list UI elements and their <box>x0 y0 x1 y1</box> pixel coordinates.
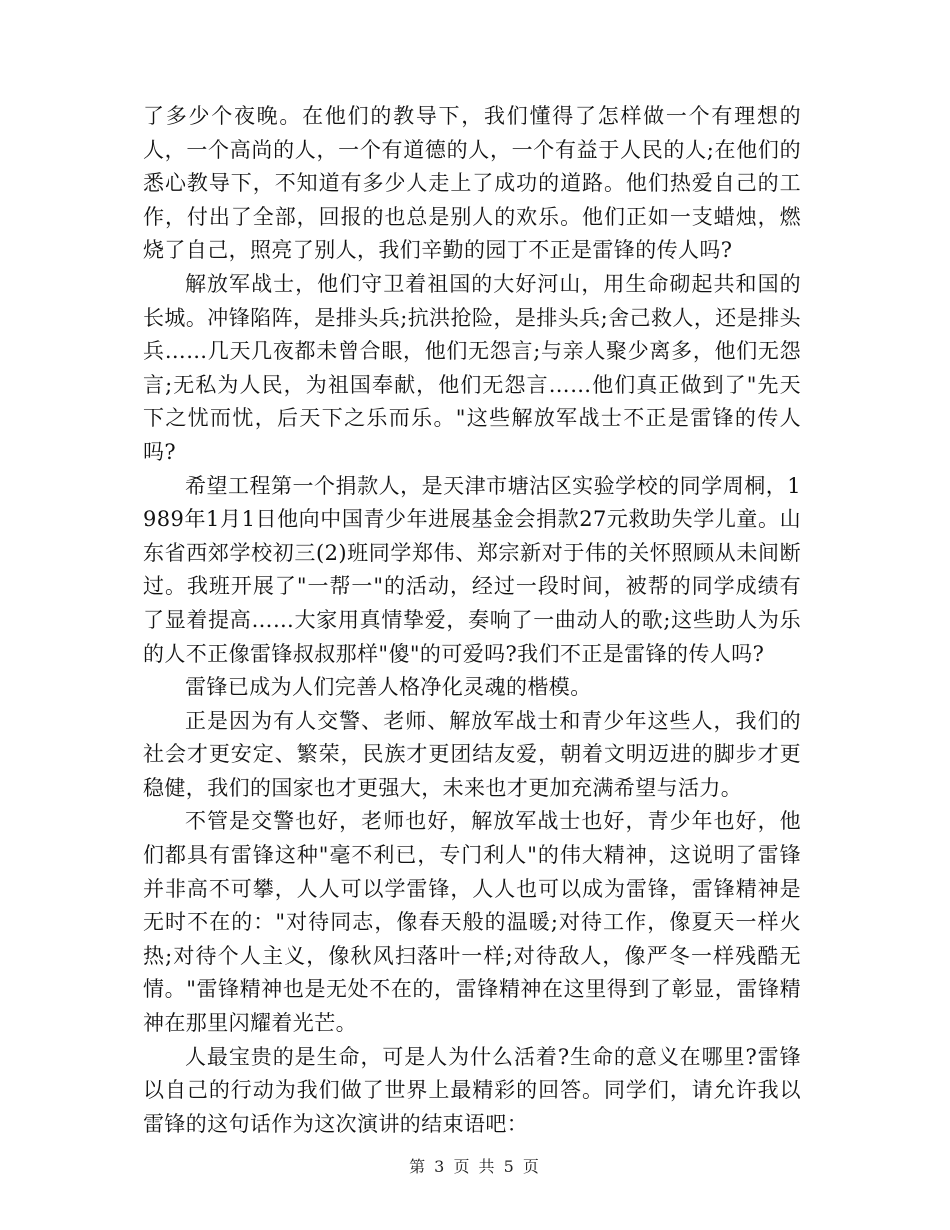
document-body <box>143 100 801 1141</box>
paragraph: 希望工程第一个捐款人，是天津市塘沽区实验学校的同学周桐，1989年1月1日他向中国青少年进展基金会捐款27元救助失学儿童。山东省西郊学校初三(2)班同学郑伟、郑宗新对于伟的关怀照顾从未间断过。我班开展了"一帮一"的活动，经过一段时间，被帮的同学成绩有了显着提高……大家用真情挚爱，奏响了一曲动人的歌;这些助人为乐的人不正像雷锋叔叔那样"傻"的可爱吗?我们不正是雷锋的传人吗? <box>143 473 801 666</box>
paragraph: 人最宝贵的是生命，可是人为什么活着?生命的意义在哪里?雷锋以自己的行动为我们做了世界上最精彩的回答。同学们，请允许我以雷锋的这句话作为这次演讲的结束语吧： <box>143 1044 801 1136</box>
paragraph: 不管是交警也好，老师也好，解放军战士也好，青少年也好，他们都具有雷锋这种"毫不利已，专门利人"的伟大精神，这说明了雷锋并非高不可攀，人人可以学雷锋，人人也可以成为雷锋，雷锋精神是无时不在的："对待同志，像春天般的温暖;对待工作，像夏天一样火热;对待个人主义，像秋风扫落叶一样;对待敌人，像严冬一样残酷无情。"雷锋精神也是无处不在的，雷锋精神在这里得到了彰显，雷锋精神在那里闪耀着光芒。 <box>143 809 801 1036</box>
paragraph: 雷锋已成为人们完善人格净化灵魂的楷模。 <box>185 675 592 700</box>
paragraph: 正是因为有人交警、老师、解放军战士和青少年这些人，我们的社会才更安定、繁荣，民族才更团结友爱，朝着文明迈进的脚步才更稳健，我们的国家也才更强大，未来也才更加充满希望与活力。 <box>143 708 801 800</box>
paragraph: 了多少个夜晚。在他们的教导下，我们懂得了怎样做一个有理想的人，一个高尚的人，一个有道德的人，一个有益于人民的人;在他们的悉心教导下，不知道有多少人走上了成功的道路。他们热爱自己的工作，付出了全部，回报的也总是别人的欢乐。他们正如一支蜡烛，燃烧了自己，照亮了别人，我们辛勤的园丁不正是雷锋的传人吗? <box>143 104 801 263</box>
page-number-footer: 第 3 页 共 5 页 <box>409 1157 541 1176</box>
paragraph: 解放军战士，他们守卫着祖国的大好河山，用生命砌起共和国的长城。冲锋陷阵，是排头兵;抗洪抢险，是排头兵;舍己救人，还是排头兵……几天几夜都未曾合眼，他们无怨言;与亲人聚少离多，他们无怨言;无私为人民，为祖国奉献，他们无怨言……他们真正做到了"先天下之忧而忧，后天下之乐而乐。"这些解放军战士不正是雷锋的传人吗? <box>143 271 801 464</box>
